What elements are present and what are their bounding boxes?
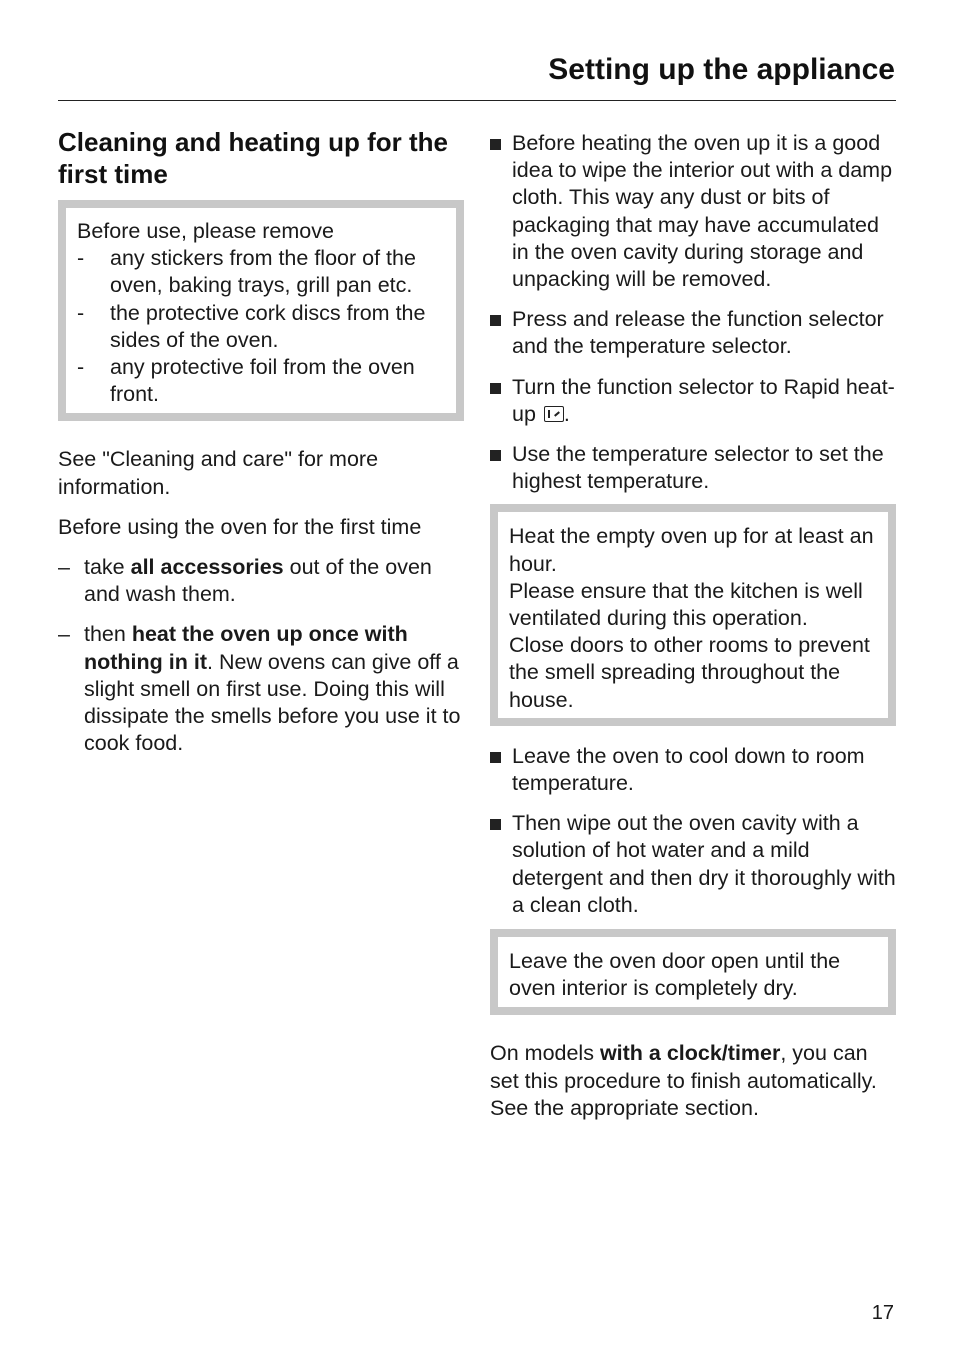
- removal-item: - any protective foil from the oven front.: [77, 355, 415, 407]
- removal-item: - the protective cork discs from the sides of the oven.: [77, 300, 426, 352]
- section-heading: Cleaning and heating up for the first time: [58, 127, 448, 189]
- instruction-item: Use the temperature selector to set the highest temperature.: [490, 441, 900, 495]
- page-section-title: Setting up the appliance: [548, 53, 895, 86]
- bullet-square-icon: [490, 139, 501, 150]
- header-divider: [58, 100, 896, 101]
- instruction-list-b: [490, 743, 900, 919]
- instruction-item: Then wipe out the oven cavity with a solution of hot water and a mild detergent and then dry it thoroughly with a clean cloth.: [490, 810, 900, 919]
- notice-intro: Before use, please remove: [77, 219, 334, 243]
- rapid-heat-up-icon: [544, 406, 564, 422]
- first-use-steps: [58, 554, 468, 757]
- instruction-item: Press and release the function selector and the temperature selector.: [490, 306, 900, 360]
- bullet-square-icon: [490, 315, 501, 326]
- removal-item: - any stickers from the floor of the oven, baking trays, grill pan etc.: [77, 246, 416, 298]
- instruction-list-a: [490, 130, 900, 495]
- door-notice-box: Leave the oven door open until the oven interior is completely dry.: [490, 929, 896, 1015]
- instruction-item: Before heating the oven up it is a good idea to wipe the interior out with a damp cloth. This way any dust or bits of packaging that may have accumulated in the oven cavity during storage and unpacking will be removed.: [490, 130, 900, 293]
- page-number: 17: [871, 1302, 894, 1324]
- clock-timer-text: On models with a clock/timer, you can set this procedure to finish automatically. See the appropriate section.: [490, 1041, 877, 1120]
- left-column: [58, 126, 468, 770]
- bullet-square-icon: [490, 450, 501, 461]
- bullet-square-icon: [490, 752, 501, 763]
- instruction-item: Leave the oven to cool down to room temperature.: [490, 743, 900, 797]
- right-column: [490, 130, 900, 1122]
- first-use-step: – take all accessories out of the oven and wash them.: [58, 555, 432, 607]
- removal-notice-box: [58, 200, 464, 421]
- heat-notice-box: Heat the empty oven up for at least an hour. Please ensure that the kitchen is well ventilated during this operation. Close doors to other rooms to prevent the smell spreading throughout the house.: [490, 504, 896, 725]
- bullet-square-icon: [490, 819, 501, 830]
- first-use-step: – then heat the oven up once with nothing in it. New ovens can give off a slight smell on first use. Doing this will dissipate the smells before you use it to cook food.: [58, 622, 461, 756]
- instruction-item: Turn the function selector to Rapid heat-up .: [490, 374, 900, 428]
- before-first-use-text: Before using the oven for the first time: [58, 514, 422, 539]
- see-also-text: See "Cleaning and care" for more information.: [58, 447, 379, 499]
- bullet-square-icon: [490, 383, 501, 394]
- removal-list: [77, 245, 444, 408]
